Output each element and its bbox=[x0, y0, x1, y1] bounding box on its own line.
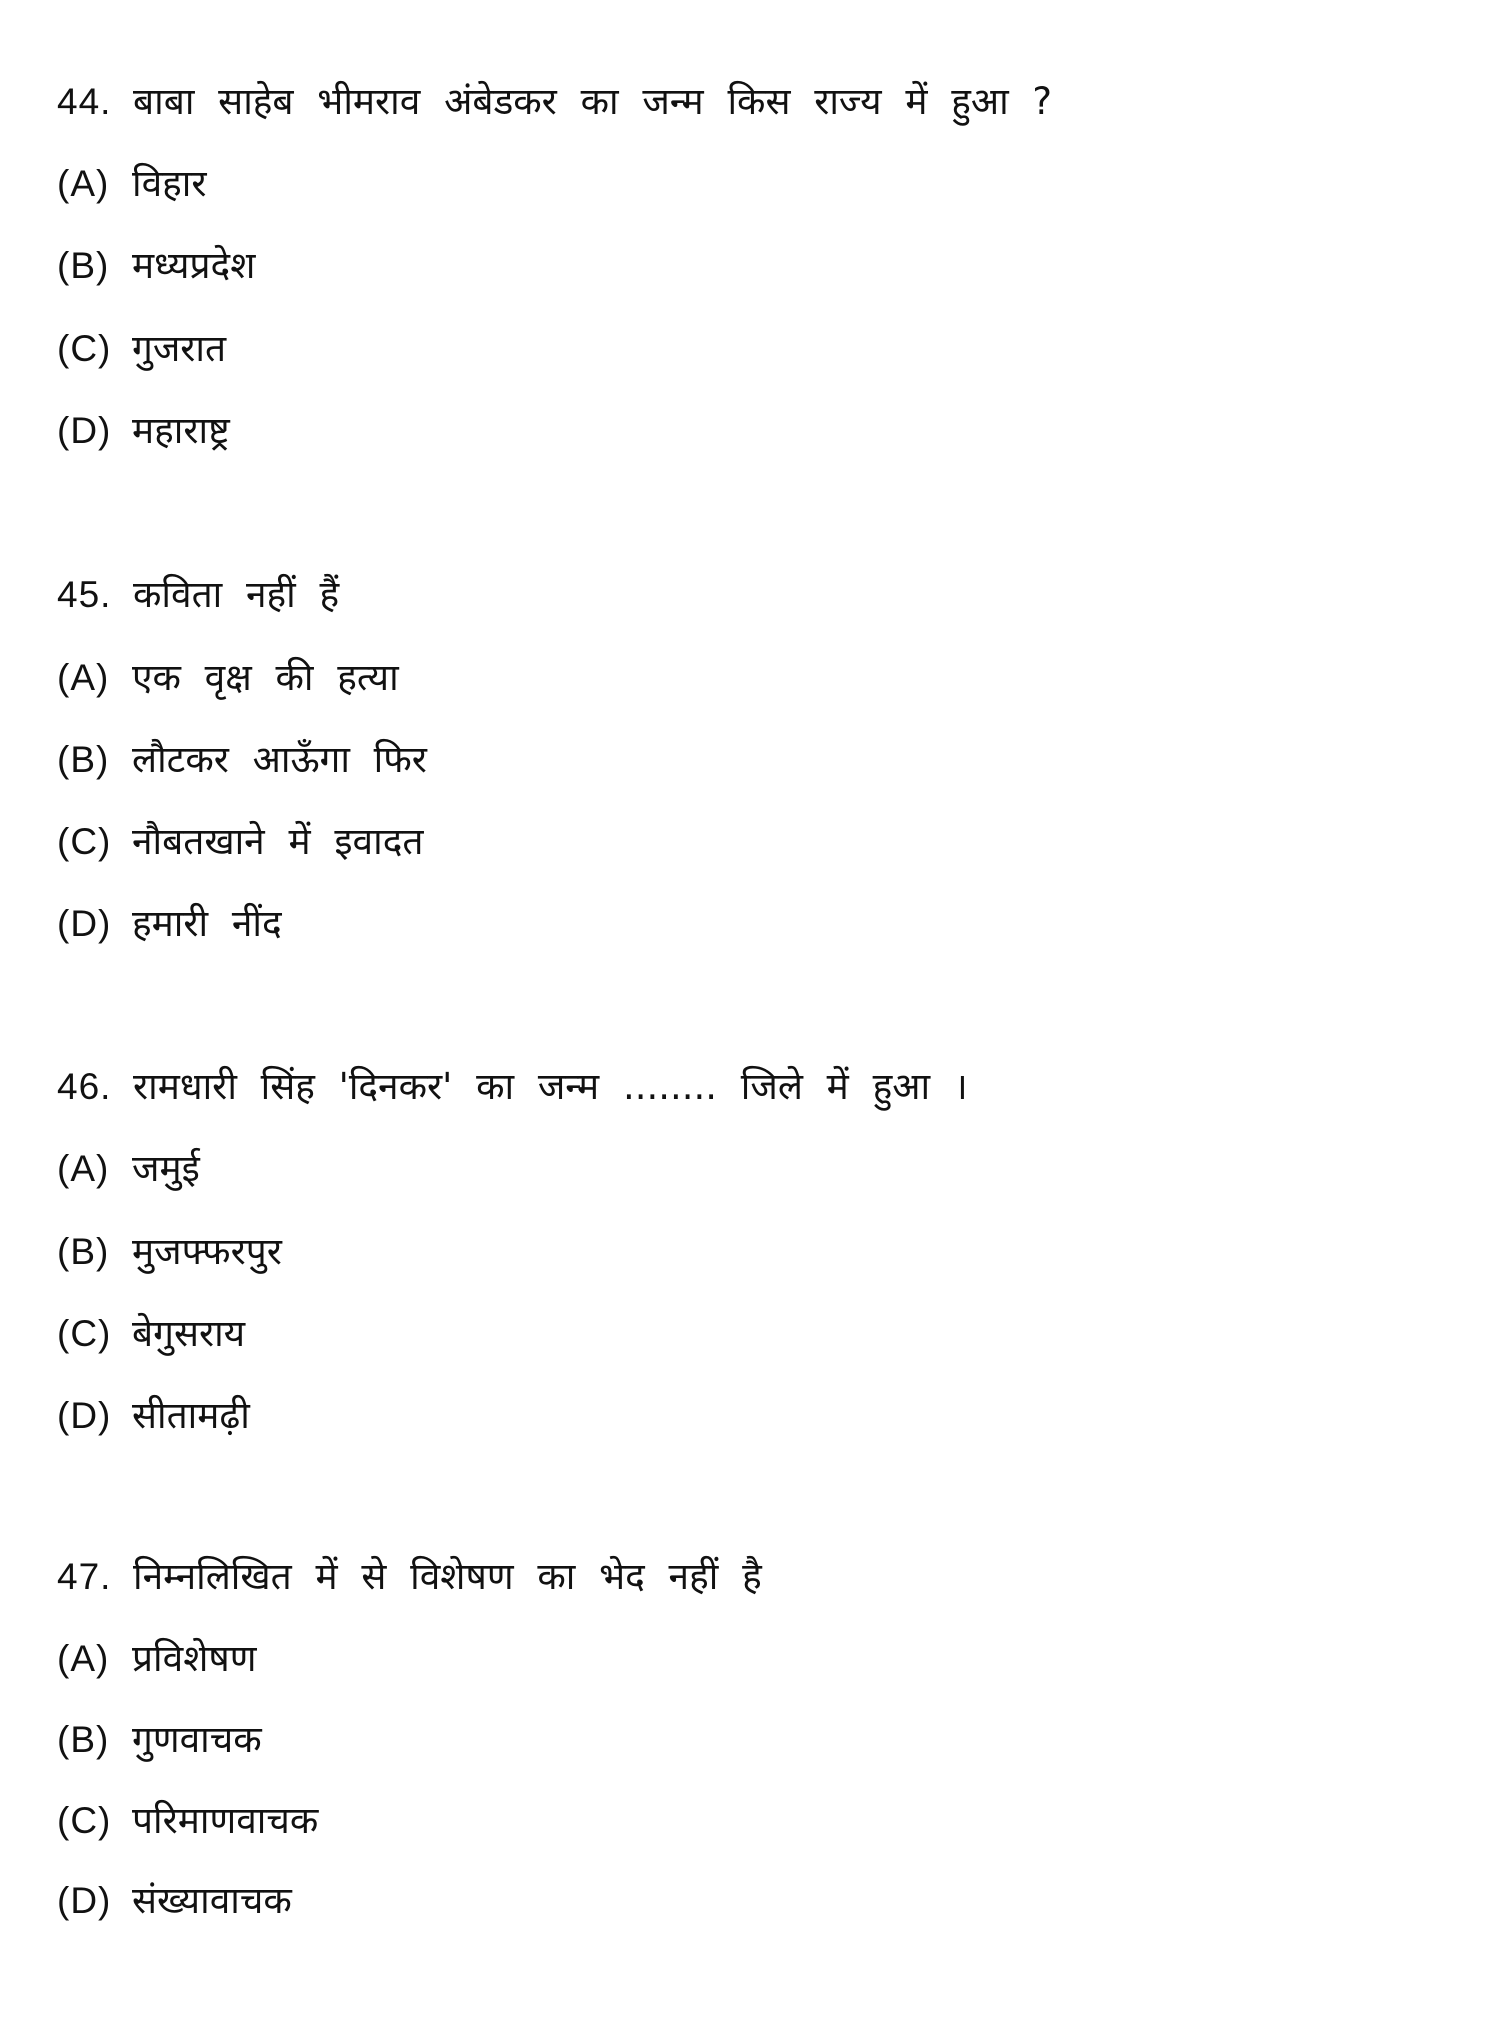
question-number: 45. bbox=[57, 574, 112, 615]
option-label: (A) bbox=[57, 657, 110, 698]
question-text: निम्नलिखित में से विशेषण का भेद नहीं है bbox=[133, 1555, 762, 1598]
option-text: नौबतखाने में इवादत bbox=[132, 820, 424, 863]
option-label: (C) bbox=[57, 1313, 112, 1354]
option-label: (C) bbox=[57, 821, 112, 862]
option-46-a[interactable] bbox=[57, 1145, 200, 1193]
option-46-c[interactable] bbox=[57, 1310, 245, 1358]
option-label: (B) bbox=[57, 1231, 110, 1272]
option-label: (A) bbox=[57, 163, 110, 204]
option-label: (C) bbox=[57, 1800, 112, 1841]
option-text: परिमाणवाचक bbox=[132, 1799, 319, 1842]
question-47 bbox=[57, 1553, 762, 1601]
question-number: 47. bbox=[57, 1556, 112, 1597]
option-label: (B) bbox=[57, 739, 110, 780]
question-text: रामधारी सिंह 'दिनकर' का जन्म ........ जिले में हुआ । bbox=[133, 1065, 968, 1108]
option-44-d[interactable] bbox=[57, 407, 230, 455]
option-text: गुणवाचक bbox=[132, 1718, 262, 1761]
question-45 bbox=[57, 571, 339, 619]
option-text: सीतामढ़ी bbox=[132, 1394, 250, 1437]
option-text: एक वृक्ष की हत्या bbox=[132, 656, 399, 699]
option-text: मध्यप्रदेश bbox=[132, 244, 256, 287]
option-46-b[interactable] bbox=[57, 1228, 282, 1276]
option-45-b[interactable] bbox=[57, 736, 427, 784]
option-text: महाराष्ट्र bbox=[132, 409, 230, 452]
option-text: बेगुसराय bbox=[132, 1312, 246, 1355]
option-text: जमुई bbox=[132, 1147, 200, 1190]
question-44 bbox=[57, 78, 1052, 126]
option-label: (D) bbox=[57, 1395, 112, 1436]
option-label: (D) bbox=[57, 410, 112, 451]
option-44-b[interactable] bbox=[57, 242, 255, 290]
option-47-d[interactable] bbox=[57, 1877, 292, 1925]
option-label: (D) bbox=[57, 903, 112, 944]
question-text: बाबा साहेब भीमराव अंबेडकर का जन्म किस राज्य में हुआ ? bbox=[133, 80, 1053, 123]
option-44-c[interactable] bbox=[57, 325, 226, 373]
option-47-c[interactable] bbox=[57, 1797, 318, 1845]
question-number: 46. bbox=[57, 1066, 112, 1107]
option-label: (D) bbox=[57, 1880, 112, 1921]
option-text: गुजरात bbox=[132, 327, 227, 370]
option-text: हमारी नींद bbox=[132, 902, 282, 945]
option-label: (C) bbox=[57, 328, 112, 369]
question-text: कविता नहीं हैं bbox=[133, 573, 340, 616]
option-46-d[interactable] bbox=[57, 1392, 250, 1440]
question-46 bbox=[57, 1063, 968, 1111]
option-label: (B) bbox=[57, 1719, 110, 1760]
option-45-c[interactable] bbox=[57, 818, 423, 866]
option-text: लौटकर आऊँगा फिर bbox=[132, 738, 427, 781]
option-text: विहार bbox=[132, 162, 207, 205]
option-label: (A) bbox=[57, 1638, 110, 1679]
option-47-a[interactable] bbox=[57, 1635, 257, 1683]
question-number: 44. bbox=[57, 81, 112, 122]
option-45-d[interactable] bbox=[57, 900, 282, 948]
option-text: मुजफ्फरपुर bbox=[132, 1230, 282, 1273]
option-text: संख्यावाचक bbox=[132, 1879, 292, 1922]
option-label: (B) bbox=[57, 245, 110, 286]
option-text: प्रविशेषण bbox=[132, 1637, 257, 1680]
option-47-b[interactable] bbox=[57, 1716, 262, 1764]
option-label: (A) bbox=[57, 1148, 110, 1189]
option-44-a[interactable] bbox=[57, 160, 207, 208]
option-45-a[interactable] bbox=[57, 654, 399, 702]
